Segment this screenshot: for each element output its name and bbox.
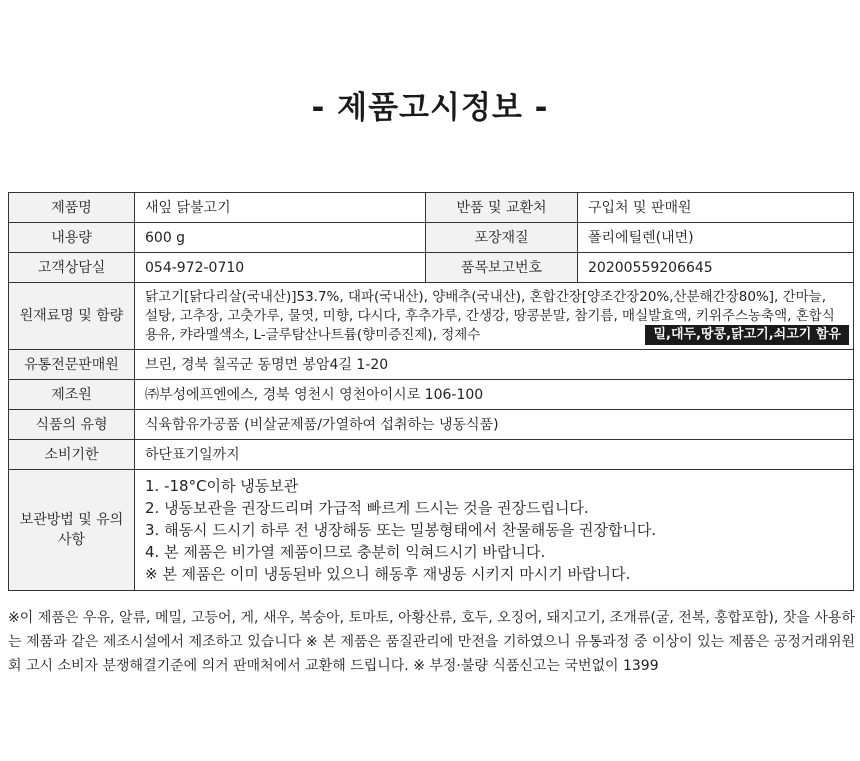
label-product-name: 제품명 [9,193,135,223]
product-info-table [8,192,854,591]
value-manufacturer: ㈜부성에프엔에스, 경북 영천시 영천아이시로 106-100 [135,380,854,410]
table-row-distributor [9,350,854,380]
storage-line: ※ 본 제품은 이미 냉동된바 있으니 해동후 재냉동 시키지 마시기 바랍니다. [145,565,631,583]
label-distributor: 유통전문판매원 [9,350,135,380]
storage-line: 1. -18°C이하 냉동보관 [145,477,299,495]
page-title: - 제품고시정보 - [311,90,549,126]
allergy-notice: ※이 제품은 우유, 알류, 메밀, 고등어, 게, 새우, 복숭아, 토마토, 아황산류, 호두, 오징어, 돼지고기, 조개류(굴, 전복, 홍합포함), 잣을 사용하는 제품과 같은 제조시설에서 제조하고 있습니다 ※ 본 제품은 품질관리에 만전을 기하였으니 유통과정 중 이상이 있는 제품은 공정거래위원회 고시 소비자 분쟁해결기준에 의거 판매처에서 교환해 드립니다. ※ 부정·불량 식품신고는 국번없이 1399 [8,610,855,674]
value-volume: 600 g [135,223,426,253]
value-product-name: 새잎 닭불고기 [135,193,426,223]
value-expiry: 하단표기일까지 [135,440,854,470]
value-food-type: 식육함유가공품 (비살균제품/가열하여 섭취하는 냉동식품) [135,410,854,440]
label-return-exchange: 반품 및 교환처 [426,193,578,223]
label-manufacturer: 제조원 [9,380,135,410]
storage-line: 3. 해동시 드시기 하루 전 냉장해동 또는 밀봉형태에서 찬물해동을 권장합니다. [145,521,657,539]
label-customer-service: 고객상담실 [9,253,135,283]
storage-line: 2. 냉동보관을 권장드리며 가급적 빠르게 드시는 것을 권장드립니다. [145,499,589,517]
value-storage [135,470,854,591]
value-report-number: 20200559206645 [578,253,854,283]
label-ingredients: 원재료명 및 함량 [9,283,135,350]
label-volume: 내용량 [9,223,135,253]
table-row-volume [9,223,854,253]
label-storage: 보관방법 및 유의사항 [9,470,135,591]
value-customer-service: 054-972-0710 [135,253,426,283]
label-packaging: 포장재질 [426,223,578,253]
table-row-expiry [9,440,854,470]
label-expiry: 소비기한 [9,440,135,470]
value-packaging: 폴리에틸렌(내면) [578,223,854,253]
table-row-product-name [9,193,854,223]
allergen-badge: 밀,대두,땅콩,닭고기,쇠고기 함유 [645,325,849,345]
table-row-ingredients [9,283,854,350]
table-row-customer-service [9,253,854,283]
table-row-storage [9,470,854,591]
value-ingredients-cell [135,283,854,350]
ingredients-text: 닭고기[닭다리살(국내산)]53.7%, 대파(국내산), 양배추(국내산), 혼합간장[양조간장20%,산분해간장80%], 간마늘, 설탕, 고추장, 고춧가루, 물엿, 미향, 다시다, 후추가루, 간생강, 땅콩분말, 참기름, 매실발효액, 키위주스농축액, 혼합식용유, 캬라멜색소, L-글루탐산나트륨(향미증진제), 정제수 [145,288,835,343]
label-food-type: 식품의 유형 [9,410,135,440]
value-return-exchange: 구입처 및 판매원 [578,193,854,223]
value-distributor: 브린, 경북 칠곡군 동명면 봉암4길 1-20 [135,350,854,380]
table-row-manufacturer [9,380,854,410]
storage-line: 4. 본 제품은 비가열 제품이므로 충분히 익혀드시기 바랍니다. [145,543,546,561]
table-row-food-type [9,410,854,440]
label-report-number: 품목보고번호 [426,253,578,283]
